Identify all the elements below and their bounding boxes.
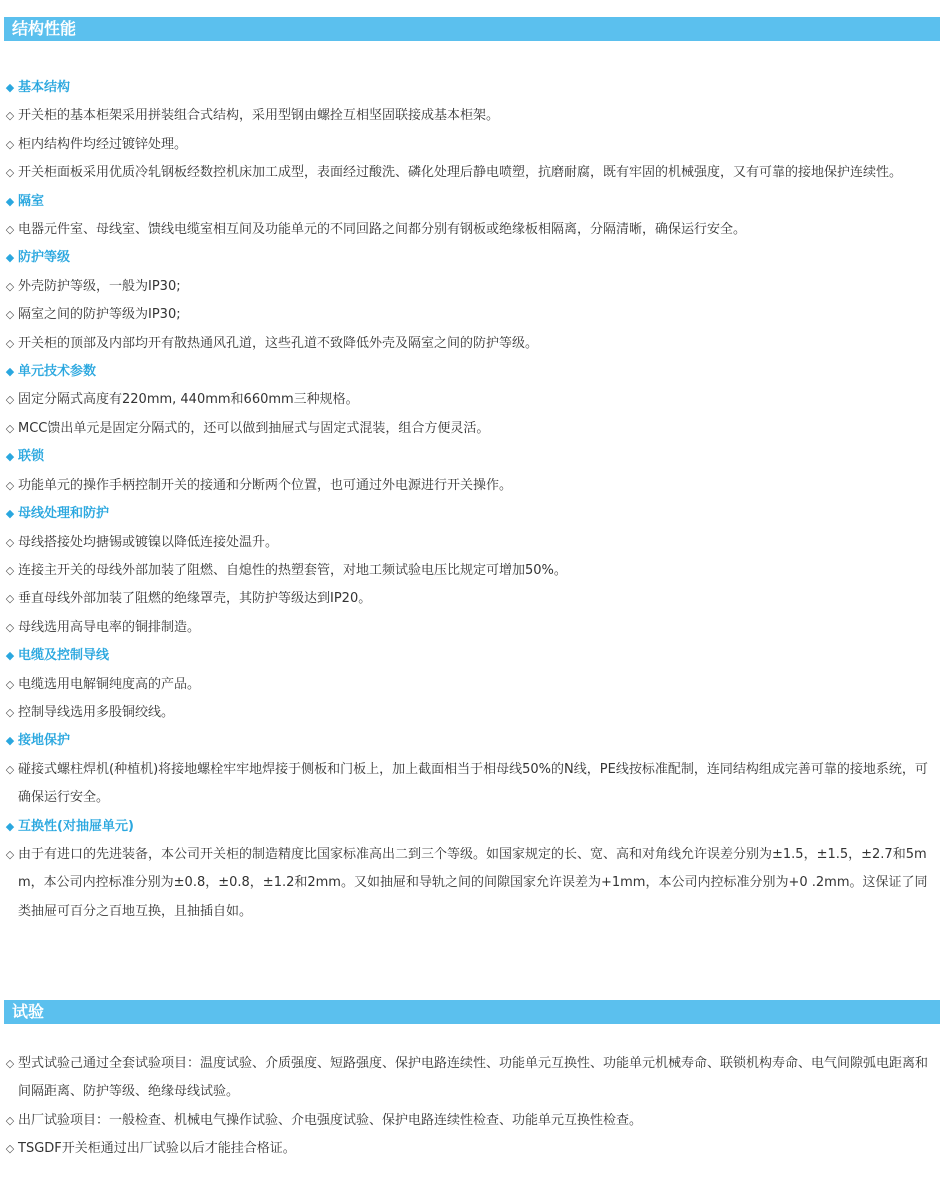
diamond-outline-icon: ◇ (5, 535, 15, 549)
list-item (0, 671, 943, 699)
list-item (0, 386, 943, 414)
list-item-text: 电缆选用电解铜纯度高的产品。 (18, 676, 201, 692)
list-item-text: 连接主开关的母线外部加装了阻燃、自熄性的热塑套管，对地工频试验电压比规定可增加50%。 (18, 562, 567, 578)
list-item (0, 301, 943, 329)
diamond-outline-icon: ◇ (5, 336, 15, 350)
subsection-heading-text: 基本结构 (18, 80, 71, 95)
diamond-outline-icon: ◇ (5, 762, 15, 776)
diamond-outline-icon: ◇ (5, 166, 15, 180)
subsection-heading-text: 防护等级 (18, 250, 71, 266)
list-item (0, 841, 943, 926)
diamond-outline-icon: ◇ (5, 847, 15, 861)
diamond-outline-icon: ◇ (5, 421, 15, 435)
section-content (0, 1050, 943, 1164)
list-item-text: TSGDF开关柜通过出厂试验以后才能挂合格证。 (18, 1141, 296, 1157)
subsection-heading (0, 358, 943, 386)
diamond-outline-icon: ◇ (5, 223, 15, 237)
list-item-text: 隔室之间的防护等级为IP30; (18, 307, 181, 323)
diamond-outline-icon: ◇ (5, 279, 15, 293)
subsection-heading (0, 443, 943, 471)
subsection-heading-text: 联锁 (18, 449, 45, 465)
diamond-outline-icon: ◇ (5, 308, 15, 322)
list-item-text: 碰接式螺柱焊机(种植机)将接地螺栓牢牢地焊接于侧板和门板上，加上截面相当于相母线50%的N线，PE线按标准配制，连同结构组成完善可靠的接地系统，可确保运行安全。 (18, 761, 928, 806)
subsection-heading-text: 接地保护 (18, 733, 71, 749)
list-item (0, 131, 943, 159)
subsection-heading (0, 188, 943, 216)
list-item (0, 273, 943, 301)
list-item-text: 功能单元的操作手柄控制开关的接通和分断两个位置，也可通过外电源进行开关操作。 (18, 477, 513, 493)
list-item (0, 415, 943, 443)
diamond-outline-icon: ◇ (5, 109, 15, 123)
list-item (0, 756, 943, 813)
diamond-filled-icon: ◆ (5, 819, 15, 833)
subsection-heading-text: 电缆及控制导线 (18, 648, 110, 664)
list-item (0, 102, 943, 130)
subsection-heading (0, 244, 943, 272)
list-item (0, 1107, 943, 1135)
list-item-text: 开关柜的顶部及内部均开有散热通风孔道，这些孔道不致降低外壳及隔室之间的防护等级。 (18, 335, 539, 351)
diamond-outline-icon: ◇ (5, 677, 15, 691)
diamond-filled-icon: ◆ (5, 649, 15, 663)
list-item-text: 固定分隔式高度有220mm, 440mm和660mm三种规格。 (18, 392, 359, 408)
diamond-outline-icon: ◇ (5, 705, 15, 719)
section-title: 结构性能 (12, 19, 77, 38)
list-item (0, 1135, 943, 1163)
diamond-outline-icon: ◇ (5, 592, 15, 606)
subsection-heading-text: 互换性(对抽屉单元) (18, 818, 134, 834)
list-item (0, 330, 943, 358)
list-item (0, 585, 943, 613)
diamond-outline-icon: ◇ (5, 1057, 15, 1070)
diamond-filled-icon: ◆ (5, 251, 15, 265)
list-item-text: 出厂试验项目：一般检查、机械电气操作试验、介电强度试验、保护电路连续性检查、功能单元互换性检查。 (18, 1112, 643, 1128)
diamond-outline-icon: ◇ (5, 620, 15, 634)
list-item-text: 控制导线选用多股铜绞线。 (18, 704, 175, 720)
list-item-text: 电器元件室、母线室、馈线电缆室相互间及功能单元的不同回路之间都分别有钢板或绝缘板相隔离，分隔清晰，确保运行安全。 (18, 222, 747, 238)
diamond-outline-icon: ◇ (5, 393, 15, 407)
list-item (0, 529, 943, 557)
list-item (0, 472, 943, 500)
diamond-filled-icon: ◆ (5, 81, 15, 94)
diamond-filled-icon: ◆ (5, 450, 15, 464)
diamond-outline-icon: ◇ (5, 1142, 15, 1156)
section-header-bar (4, 1000, 940, 1024)
list-item (0, 614, 943, 642)
list-item-text: 垂直母线外部加装了阻燃的绝缘罩壳，其防护等级达到IP20。 (18, 591, 372, 607)
list-item (0, 699, 943, 727)
list-item-text: 母线选用高导电率的铜排制造。 (18, 619, 201, 635)
list-item (0, 557, 943, 585)
section-title: 试验 (12, 1002, 45, 1021)
section-content (0, 74, 943, 926)
diamond-filled-icon: ◆ (5, 365, 15, 379)
subsection-heading (0, 727, 943, 755)
diamond-filled-icon: ◆ (5, 507, 15, 521)
list-item-text: 柜内结构件均经过镀锌处理。 (18, 136, 188, 152)
subsection-heading-text: 母线处理和防护 (18, 506, 110, 522)
subsection-heading-text: 隔室 (18, 193, 45, 209)
list-item (0, 216, 943, 244)
diamond-outline-icon: ◇ (5, 1113, 15, 1127)
subsection-heading-text: 单元技术参数 (18, 364, 97, 380)
list-item-text: 型式试验己通过全套试验项目：温度试验、介质强度、短路强度、保护电路连续性、功能单元互换性、功能单元机械寿命、联锁机构寿命、电气间隙弧电距离和间隔距离、防护等级、绝缘母线试验。 (18, 1056, 929, 1100)
list-item-text: MCC馈出单元是固定分隔式的，还可以做到抽屉式与固定式混装，组合方便灵活。 (18, 420, 490, 436)
subsection-heading (0, 74, 943, 102)
diamond-outline-icon: ◇ (5, 478, 15, 492)
subsection-heading (0, 500, 943, 528)
section-header-bar (4, 17, 940, 41)
diamond-outline-icon: ◇ (5, 563, 15, 577)
list-item (0, 1050, 943, 1107)
list-item-text: 开关柜面板采用优质冷轧钢板经数控机床加工成型，表面经过酸洗、磷化处理后静电喷塑，抗磨耐腐，既有牢固的机械强度，又有可靠的接地保护连续性。 (18, 165, 903, 181)
list-item-text: 母线搭接处均搪锡或镀镍以降低连接处温升。 (18, 534, 279, 550)
list-item-text: 开关柜的基本柜架采用拼装组合式结构，采用型钢由螺拴互相坚固联接成基本柜架。 (18, 108, 500, 124)
diamond-outline-icon: ◇ (5, 137, 15, 151)
list-item-text: 外壳防护等级，一般为IP30; (18, 278, 181, 294)
subsection-heading (0, 642, 943, 670)
list-item (0, 159, 943, 187)
subsection-heading (0, 813, 943, 841)
list-item-text: 由于有进口的先进装备，本公司开关柜的制造精度比国家标准高出二到三个等级。如国家规定的长、宽、高和对角线允许误差分别为±1.5，±1.5，±2.7和5mm，本公司内控标准分别为±0.8，±0.8，±1.2和2mm。又如抽屉和导轨之间的间隙国家允许误差为+1mm，本公司内控标准分别为+0 .2mm。这保证了同类抽屉可百分之百地互换，且抽插自如。 (18, 846, 928, 919)
diamond-filled-icon: ◆ (5, 734, 15, 748)
diamond-filled-icon: ◆ (5, 194, 15, 208)
